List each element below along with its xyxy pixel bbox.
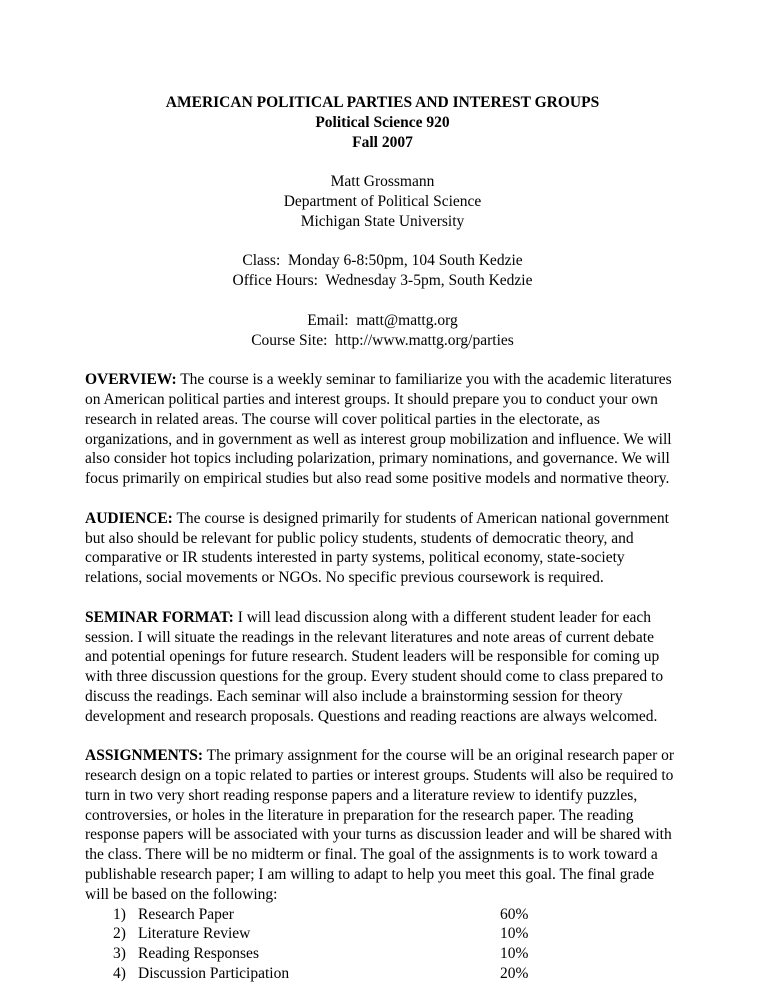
overview-section	[85, 370, 680, 489]
course-site-line: Course Site: http://www.mattg.org/parties	[251, 331, 514, 349]
grade-item-name: Discussion Participation	[138, 965, 290, 983]
email-line: Email: matt@mattg.org	[307, 311, 458, 329]
course-title: AMERICAN POLITICAL PARTIES AND INTEREST GROUPS	[165, 94, 600, 111]
office-hours: Office Hours: Wednesday 3-5pm, South Kedzie	[232, 272, 533, 290]
course-number: Political Science 920	[315, 113, 450, 131]
seminar-format-text: I will lead discussion along with a different student leader for each session. I will situate the readings in the relevant literatures and note areas of current debate and potential openings for future research. Student leaders will be responsible for coming up with three discussion questions for the group. Every student should come to class prepared to discuss the readings. Each seminar will also include a brainstorming session for theory development and research proposals. Questions and reading reactions are always welcomed.	[85, 608, 664, 725]
spacer	[85, 727, 680, 747]
grade-item-percent: 20%	[500, 965, 529, 983]
audience-text: The course is designed primarily for students of American national government but also should be relevant for public policy students, students of democratic theory, and comparative or IR students interested in party systems, political economy, state-society relations, social movements or NGOs. No specific previous coursework is required.	[85, 509, 669, 587]
spacer	[85, 489, 680, 509]
assignments-label: ASSIGNMENTS:	[85, 747, 203, 765]
audience-label: AUDIENCE:	[85, 509, 173, 527]
instructor-name: Matt Grossmann	[330, 173, 435, 191]
overview-label: OVERVIEW:	[85, 371, 177, 389]
grade-item-percent: 60%	[500, 905, 529, 923]
course-term: Fall 2007	[352, 133, 413, 151]
spacer	[85, 291, 680, 311]
grade-breakdown-list	[85, 905, 680, 984]
assignments-section	[85, 746, 680, 904]
grade-item-name: Reading Responses	[138, 945, 259, 963]
list-item	[85, 964, 680, 984]
list-item	[85, 944, 680, 964]
audience-section	[85, 509, 680, 588]
grade-item-percent: 10%	[500, 925, 529, 943]
instructor-university: Michigan State University	[300, 212, 465, 230]
spacer	[85, 588, 680, 608]
grade-item-number: 3)	[113, 945, 126, 963]
assignments-text: The primary assignment for the course will be an original research paper or research design on a topic related to parties or interest groups. Students will also be required to turn in two very short reading response papers and a literature review to identify puzzles, controversies, or holes in the literature in preparation for the research paper. The reading response papers will be associated with your turns as discussion leader and will be shared with the class. There will be no midterm or final. The goal of the assignments is to work toward a publishable research paper; I am willing to adapt to help you meet this goal. The final grade will be based on the following:	[85, 747, 675, 903]
instructor-department: Department of Political Science	[283, 192, 482, 210]
spacer	[85, 232, 680, 252]
spacer	[85, 152, 680, 172]
class-time: Class: Monday 6-8:50pm, 104 South Kedzie	[242, 252, 523, 270]
grade-item-percent: 10%	[500, 945, 529, 963]
list-item	[85, 905, 680, 925]
list-item	[85, 924, 680, 944]
grade-item-name: Research Paper	[138, 905, 234, 923]
overview-text: The course is a weekly seminar to familiarize you with the academic literatures on American political parties and interest groups. It should prepare you to conduct your own research in related areas. The course will cover political parties in the electorate, as organizations, and in government as well as interest group mobilization and influence. We will also consider hot topics including polarization, primary nominations, and governance. We will focus primarily on empirical studies but also read some positive models and normative theory.	[85, 371, 672, 488]
grade-item-number: 4)	[113, 965, 126, 983]
grade-item-number: 2)	[113, 925, 126, 943]
spacer	[85, 350, 680, 370]
grade-item-number: 1)	[113, 905, 126, 923]
seminar-format-label: SEMINAR FORMAT:	[85, 608, 234, 626]
grade-item-name: Literature Review	[138, 925, 251, 943]
seminar-format-section	[85, 608, 680, 727]
